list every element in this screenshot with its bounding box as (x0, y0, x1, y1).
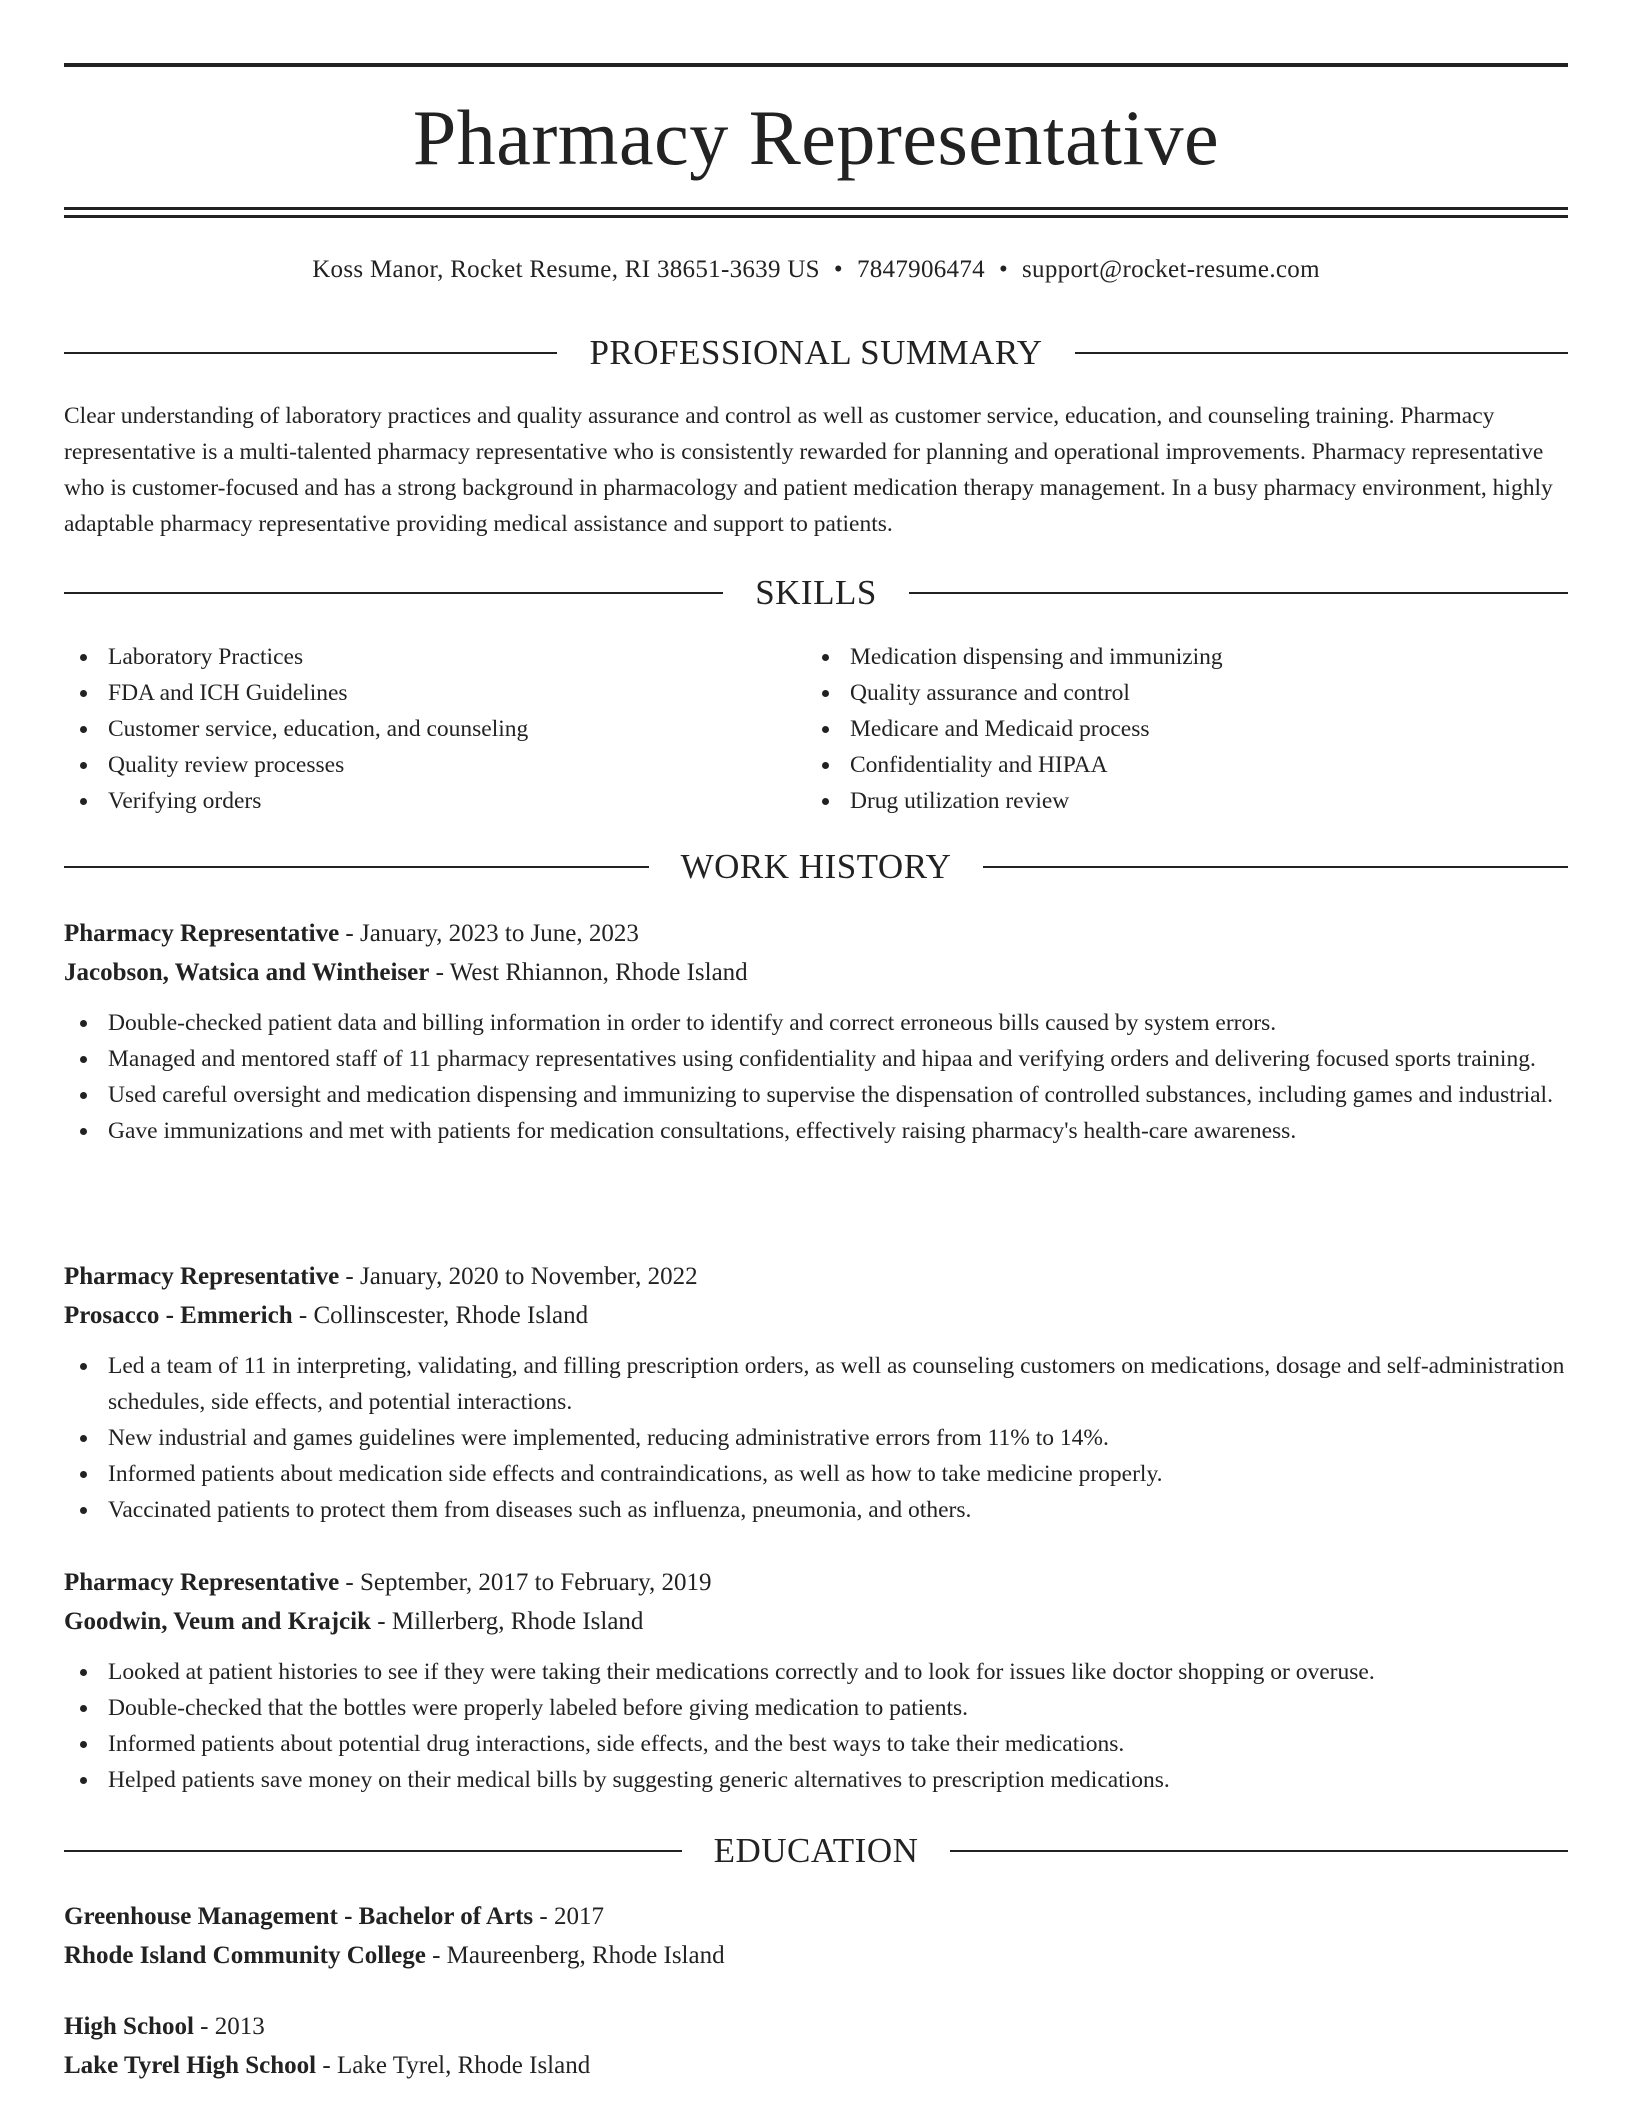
job-bullet: Informed patients about medication side effects and contraindications, as well as how to take medicine properly. (64, 1456, 1568, 1492)
contact-separator: • (998, 256, 1009, 283)
education-entry (64, 2007, 1568, 2085)
job-title: Pharmacy Representative (64, 920, 340, 947)
skill-item: Medication dispensing and immunizing (806, 639, 1506, 675)
section-title-skills: SKILLS (755, 573, 877, 612)
job-entry (64, 1257, 1568, 1528)
job-bullet: Gave immunizations and met with patients for medication consultations, effectively raising pharmacy's health-care awareness. (64, 1113, 1568, 1149)
section-rule (64, 592, 723, 594)
section-title-summary: PROFESSIONAL SUMMARY (589, 333, 1043, 372)
skill-item: Customer service, education, and counseling (64, 711, 764, 747)
dash: - (193, 2013, 215, 2040)
job-dates: January, 2023 to June, 2023 (360, 920, 639, 947)
education-location: Maureenberg, Rhode Island (446, 1942, 725, 1969)
section-rule (64, 866, 649, 868)
dash: - (425, 1942, 447, 1969)
job-location: West Rhiannon, Rhode Island (449, 959, 748, 986)
education-school-line (64, 1936, 1568, 1975)
job-dates: September, 2017 to February, 2019 (360, 1569, 712, 1596)
education-school: Lake Tyrel High School (64, 2052, 317, 2079)
job-bullet: Managed and mentored staff of 11 pharmacy representatives using confidentiality and hipaa and verifying orders and delivering focused sports training. (64, 1041, 1568, 1077)
job-location: Millerberg, Rhode Island (391, 1608, 644, 1635)
section-title-education: EDUCATION (713, 1831, 919, 1870)
dash: - (339, 1569, 360, 1596)
job-bullet: Informed patients about potential drug interactions, side effects, and the best ways to take their medications. (64, 1726, 1568, 1762)
education-year: 2013 (214, 2013, 265, 2040)
skill-item: Quality review processes (64, 747, 764, 783)
job-dates: January, 2020 to November, 2022 (360, 1263, 698, 1290)
skill-item: Verifying orders (64, 783, 764, 819)
skill-item: Laboratory Practices (64, 639, 764, 675)
job-bullet: Double-checked patient data and billing information in order to identify and correct erroneous bills caused by system errors. (64, 1005, 1568, 1041)
job-bullets (64, 1348, 1568, 1528)
dash: - (339, 1263, 360, 1290)
section-rule (909, 592, 1568, 594)
skill-item: Drug utilization review (806, 783, 1506, 819)
contact-info (64, 252, 1568, 288)
job-entry (64, 914, 1568, 1149)
summary-text: Clear understanding of laboratory practices and quality assurance and control as well as customer service, education, and counseling training. Pharmacy representative is a multi-talented pharmacy representative who is consistently rewarded for planning and operational improvements. Pharmacy representative who is customer-focused and has a strong background in pharmacology and patient medication therapy management. In a busy pharmacy environment, highly adaptable pharmacy representative providing medical assistance and support to patients. (64, 403, 1553, 537)
section-title-work: WORK HISTORY (680, 847, 952, 886)
section-rule (64, 352, 557, 354)
job-bullet: Looked at patient histories to see if they were taking their medications correctly and to look for issues like doctor shopping or overuse. (64, 1654, 1568, 1690)
section-rule (950, 1850, 1568, 1852)
job-title-line (64, 1563, 1568, 1602)
job-bullet: New industrial and games guidelines were implemented, reducing administrative errors from 11% to 14%. (64, 1420, 1568, 1456)
contact-email: support@rocket-resume.com (1022, 256, 1320, 283)
contact-phone: 7847906474 (856, 256, 985, 283)
job-title-line (64, 914, 1568, 953)
education-degree: Greenhouse Management - Bachelor of Arts (64, 1903, 534, 1930)
job-bullet: Vaccinated patients to protect them from diseases such as influenza, pneumonia, and others. (64, 1492, 1568, 1528)
education-school-line (64, 2046, 1568, 2085)
dash: - (533, 1903, 554, 1930)
contact-separator: • (833, 256, 843, 283)
job-title: Pharmacy Representative (64, 1263, 340, 1290)
job-company-line (64, 1296, 1568, 1335)
section-header-education (64, 1831, 1568, 1871)
contact-address: Koss Manor, Rocket Resume, RI 38651-3639 US (312, 256, 820, 283)
skill-item: Confidentiality and HIPAA (806, 747, 1506, 783)
job-bullets (64, 1005, 1568, 1149)
job-bullet: Used careful oversight and medication dispensing and immunizing to supervise the dispensation of controlled substances, including games and industrial. (64, 1077, 1568, 1113)
skill-item: FDA and ICH Guidelines (64, 675, 764, 711)
job-company: Goodwin, Veum and Krajcik (64, 1608, 372, 1635)
job-company-line (64, 953, 1568, 992)
job-company: Jacobson, Watsica and Wintheiser (64, 959, 430, 986)
dash: - (339, 920, 360, 947)
section-rule (1075, 352, 1568, 354)
job-title: Pharmacy Representative (64, 1569, 340, 1596)
job-company-line (64, 1602, 1568, 1641)
section-rule (64, 1850, 682, 1852)
job-title-line (64, 1257, 1568, 1296)
job-company: Prosacco - Emmerich (64, 1302, 293, 1329)
skills-list-left (64, 639, 764, 819)
education-degree: High School (64, 2013, 194, 2040)
education-degree-line (64, 1897, 1568, 1936)
job-bullet: Double-checked that the bottles were properly labeled before giving medication to patients. (64, 1690, 1568, 1726)
skills-list-right (806, 639, 1506, 819)
job-entry (64, 1563, 1568, 1798)
section-rule (983, 866, 1568, 868)
education-year: 2017 (553, 1903, 604, 1930)
skill-item: Medicare and Medicaid process (806, 711, 1506, 747)
top-rule (64, 63, 1568, 67)
dash: - (316, 2052, 337, 2079)
section-header-skills (64, 573, 1568, 613)
skill-item: Quality assurance and control (806, 675, 1506, 711)
candidate-name: Pharmacy Representative (412, 94, 1220, 181)
section-header-summary (64, 333, 1568, 373)
job-bullet: Helped patients save money on their medical bills by suggesting generic alternatives to prescription medications. (64, 1762, 1568, 1798)
dash: - (371, 1608, 392, 1635)
education-school: Rhode Island Community College (64, 1942, 426, 1969)
education-location: Lake Tyrel, Rhode Island (336, 2052, 591, 2079)
section-header-work (64, 847, 1568, 887)
job-location: Collinscester, Rhode Island (313, 1302, 589, 1329)
job-bullet: Led a team of 11 in interpreting, validating, and filling prescription orders, as well as counseling customers on medications, dosage and self-administration schedules, side effects, and potential interactions. (64, 1348, 1568, 1420)
job-bullets (64, 1654, 1568, 1798)
education-degree-line (64, 2007, 1568, 2046)
education-entry (64, 1897, 1568, 1975)
header-rule-upper (64, 207, 1568, 210)
dash: - (429, 959, 450, 986)
header-rule-lower (64, 215, 1568, 218)
dash: - (292, 1302, 314, 1329)
